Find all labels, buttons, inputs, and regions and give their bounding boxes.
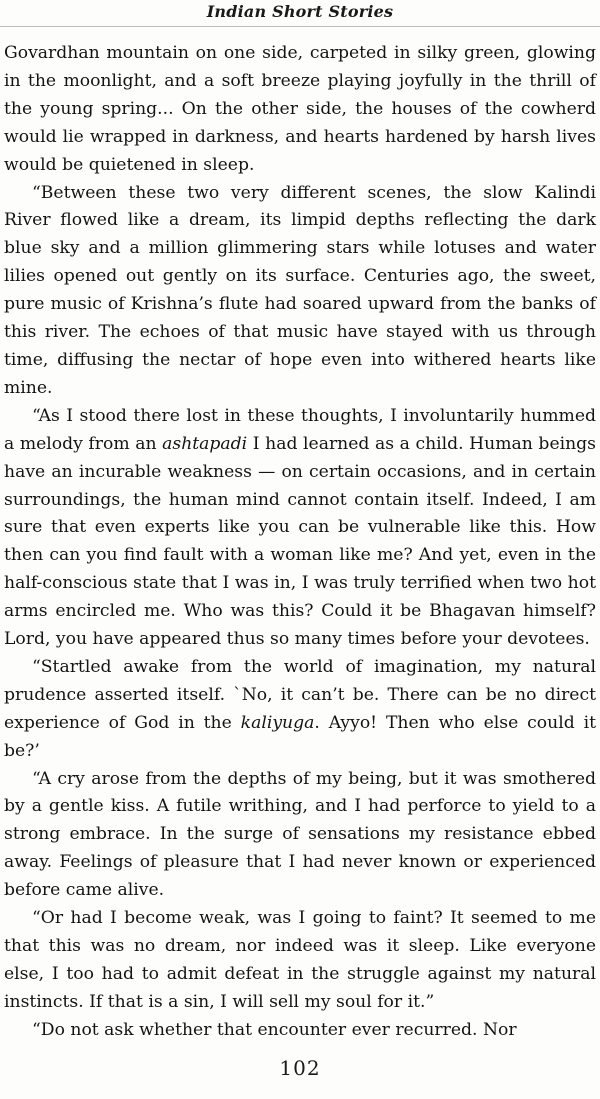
running-head: Indian Short Stories <box>206 2 394 21</box>
header-rule <box>0 26 600 27</box>
text-segment: I had learned as a child. Human beings have an incurable weakness — on certain occasions, and in certain surroundings, the human mind cannot contain itself. Indeed, I am sure that even experts like you can be vulnerable like this. How then can you find fault with a woman like me? And yet, even in the half-conscious state that I was in, I was truly terrified when two hot arms encircled me. Who was this? Could it be Bhagavan himself? Lord, you have appeared thus so many times before your devotees. <box>4 433 596 650</box>
paragraph-4 <box>4 654 596 766</box>
text-segment: “Or had I become weak, was I going to faint? It seemed to me that this was no dream, nor indeed was it sleep. Like everyone else, I too had to admit defeat in the struggle against my natural instincts. If that is a sin, I will sell my soul for it.” <box>4 908 596 1012</box>
italic-term-kaliyuga: kaliyuga <box>240 712 315 733</box>
italic-term-ashtapadi: ashtapadi <box>162 433 248 454</box>
body-text <box>4 40 596 1045</box>
text-segment: “As I stood there lost in these thoughts, I involuntarily hummed a melody from an <box>4 405 596 454</box>
text-segment: “Between these two very different scenes, the slow Kalindi River flowed like a dream, its limpid depths reflecting the dark blue sky and a million glimmering stars while lotuses and water lilies opened out gently on its surface. Centuries ago, the sweet, pure music of Krishna’s flute had soared upward from the banks of this river. The echoes of that music have stayed with us through time, diffusing the nectar of hope even into withered hearts like mine. <box>4 182 596 398</box>
paragraph-5 <box>4 766 596 906</box>
text-segment: . Ayyo! Then who else could it be?’ <box>4 712 596 761</box>
text-segment: “A cry arose from the depths of my being, but it was smothered by a gentle kiss. A futile writhing, and I had perforce to yield to a strong embrace. In the surge of sensations my resistance ebbed away. Feelings of pleasure that I had never known or experienced before came alive. <box>4 768 596 901</box>
paragraph-1 <box>4 40 596 180</box>
paragraph-2 <box>4 180 596 403</box>
paragraph-7 <box>4 1017 596 1045</box>
text-segment: “Do not ask whether that encounter ever recurred. Nor <box>32 1019 517 1040</box>
paragraph-6 <box>4 905 596 1017</box>
text-segment: “Startled awake from the world of imagination, my natural prudence asserted itself. `No, it can’t be. There can be no direct experience of God in the <box>4 656 596 733</box>
page-number: 102 <box>279 1056 321 1080</box>
text-segment: Govardhan mountain on one side, carpeted in silky green, glowing in the moonlight, and a soft breeze playing joyfully in the thrill of the young spring... On the other side, the houses of the cowherd would lie wrapped in darkness, and hearts hardened by harsh lives would be quietened in sleep. <box>4 43 596 175</box>
paragraph-3 <box>4 403 596 654</box>
